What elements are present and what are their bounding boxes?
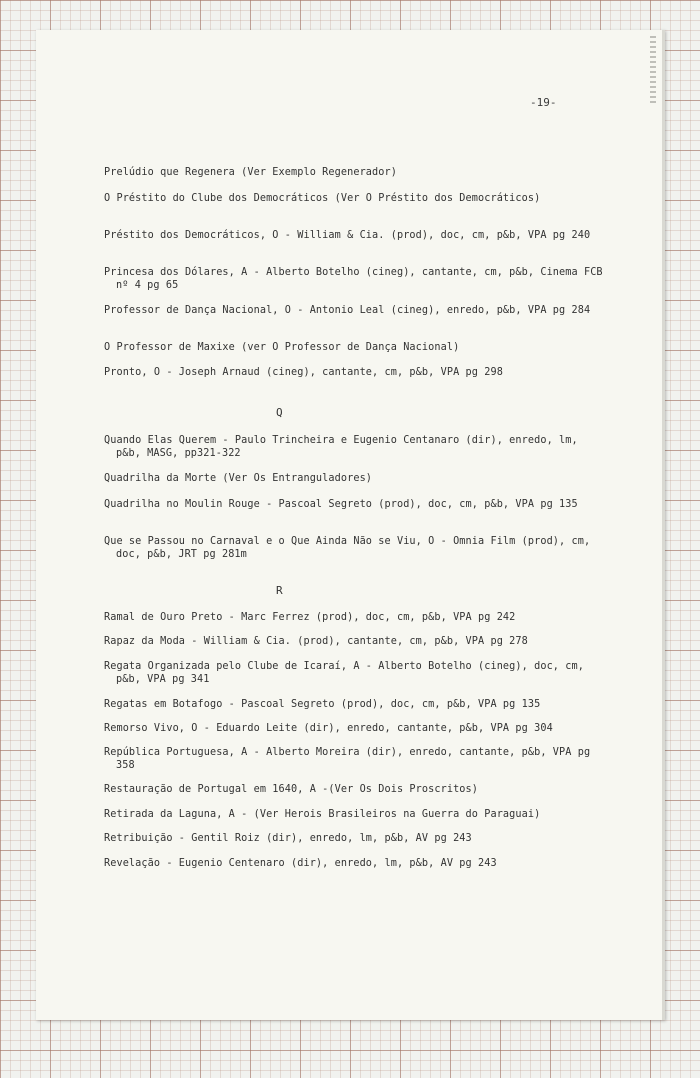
section-letter-r: R [276, 584, 283, 597]
catalog-entry: Rapaz da Moda - William & Cia. (prod), cantante, cm, p&b, VPA pg 278 [104, 636, 528, 647]
catalog-entry: República Portuguesa, A - Alberto Moreira (dir), enredo, cantante, p&b, VPA pg 358 [104, 747, 591, 771]
catalog-entry: Que se Passou no Carnaval e o Que Ainda Não se Viu, O - Omnia Film (prod), cm, doc, p&b, JRT pg 281m [104, 536, 591, 560]
catalog-entry: Prelúdio que Regenera (Ver Exemplo Regenerador) [104, 167, 397, 178]
catalog-entry: Quando Elas Querem - Paulo Trincheira e Eugenio Centanaro (dir), enredo, lm, p&b, MASG, pp321-322 [104, 435, 578, 459]
catalog-entry: Quadrilha da Morte (Ver Os Entranguladores) [104, 473, 373, 484]
catalog-entry: Ramal de Ouro Preto - Marc Ferrez (prod), doc, cm, p&b, VPA pg 242 [104, 612, 516, 623]
catalog-entry: O Préstito do Clube dos Democráticos (Ver O Préstito dos Democráticos) [104, 193, 541, 204]
catalog-entry: O Professor de Maxixe (ver O Professor de Dança Nacional) [104, 342, 460, 353]
section-letter-q: Q [276, 406, 283, 419]
catalog-entry: Professor de Dança Nacional, O - Antonio Leal (cineg), enredo, p&b, VPA pg 284 [104, 305, 591, 316]
catalog-entry: Préstito dos Democráticos, O - William & Cia. (prod), doc, cm, p&b, VPA pg 240 [104, 230, 591, 241]
catalog-entry: Restauração de Portugal em 1640, A -(Ver Os Dois Proscritos) [104, 784, 479, 795]
catalog-entry: Pronto, O - Joseph Arnaud (cineg), cantante, cm, p&b, VPA pg 298 [104, 367, 503, 378]
catalog-entry: Quadrilha no Moulin Rouge - Pascoal Segreto (prod), doc, cm, p&b, VPA pg 135 [104, 499, 578, 510]
catalog-entry: Remorso Vivo, O - Eduardo Leite (dir), enredo, cantante, p&b, VPA pg 304 [104, 723, 553, 734]
catalog-entry: Regata Organizada pelo Clube de Icaraí, A - Alberto Botelho (cineg), doc, cm, p&b, VPA pg 341 [104, 661, 584, 685]
catalog-entry: Retribuição - Gentil Roiz (dir), enredo, lm, p&b, AV pg 243 [104, 833, 472, 844]
staple-mark [650, 36, 656, 106]
catalog-entry: Princesa dos Dólares, A - Alberto Botelho (cineg), cantante, cm, p&b, Cinema FCB nº 4 pg 65 [104, 267, 603, 291]
catalog-entry: Retirada da Laguna, A - (Ver Herois Brasileiros na Guerra do Paraguai) [104, 809, 541, 820]
catalog-entry: Regatas em Botafogo - Pascoal Segreto (prod), doc, cm, p&b, VPA pg 135 [104, 699, 541, 710]
catalog-entry: Revelação - Eugenio Centenaro (dir), enredo, lm, p&b, AV pg 243 [104, 858, 497, 869]
page-number: -19- [530, 96, 557, 109]
